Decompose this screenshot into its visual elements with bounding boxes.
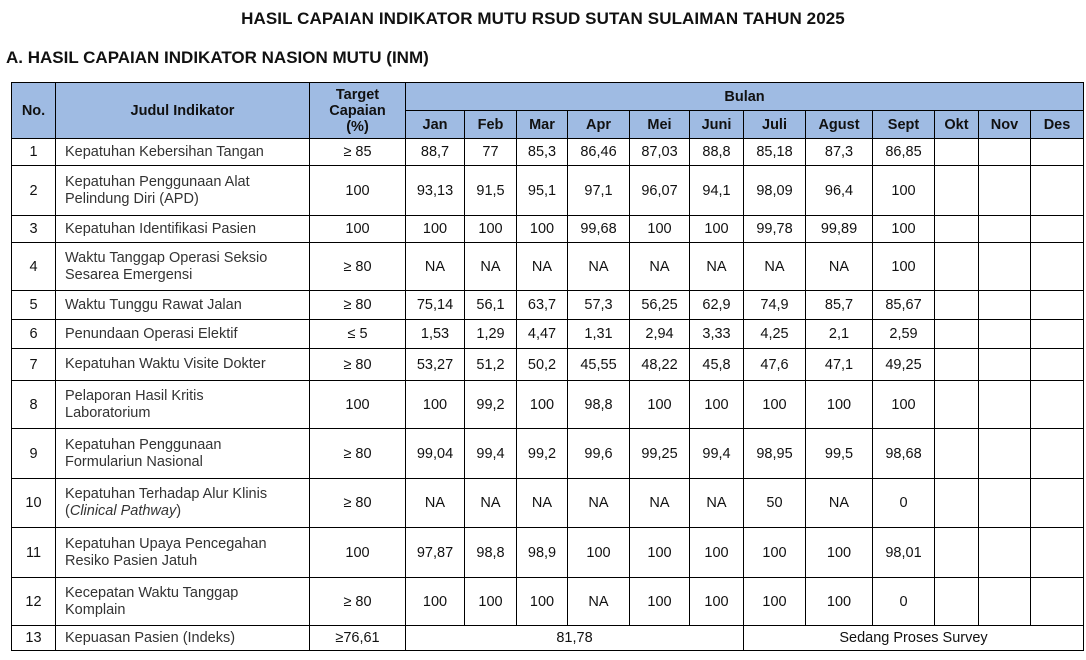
header-month: Apr (568, 111, 630, 139)
month-value: 1,29 (465, 320, 517, 349)
month-value (979, 429, 1031, 479)
month-value (979, 381, 1031, 429)
table-row (12, 166, 1084, 216)
header-month: Des (1031, 111, 1084, 139)
month-value: 99,25 (630, 429, 690, 479)
month-value: 100 (406, 578, 465, 626)
month-value: NA (465, 243, 517, 291)
month-value: 100 (406, 216, 465, 243)
month-value: NA (406, 243, 465, 291)
indicator-name (56, 166, 310, 216)
month-value (935, 381, 979, 429)
month-value (1031, 479, 1084, 528)
survey-status: Sedang Proses Survey (744, 626, 1084, 651)
header-judul-indikator: Judul Indikator (56, 83, 310, 139)
month-value: NA (568, 243, 630, 291)
month-value (979, 528, 1031, 578)
month-value (1031, 139, 1084, 166)
month-value: 98,09 (744, 166, 806, 216)
month-value: 93,13 (406, 166, 465, 216)
month-value (1031, 349, 1084, 381)
month-value: 85,7 (806, 291, 873, 320)
month-value: 4,47 (517, 320, 568, 349)
indicator-name-line: Waktu Tunggu Rawat Jalan (65, 296, 242, 313)
indicator-name (56, 320, 310, 349)
month-value: 56,25 (630, 291, 690, 320)
row-number: 3 (12, 216, 56, 243)
row-number: 4 (12, 243, 56, 291)
indicator-name-line: Resiko Pasien Jatuh (65, 552, 198, 569)
section-heading: A. HASIL CAPAIAN INDIKATOR NASION MUTU (INM) (6, 48, 429, 67)
month-value (979, 243, 1031, 291)
row-number: 2 (12, 166, 56, 216)
indicator-name-line: Kepatuhan Penggunaan (65, 436, 222, 453)
target-value: ≥ 80 (310, 429, 406, 479)
month-value (935, 139, 979, 166)
table-row (12, 479, 1084, 528)
month-value: 98,8 (568, 381, 630, 429)
month-value: 100 (806, 528, 873, 578)
month-value (1031, 243, 1084, 291)
indicator-name-line: Laboratorium (65, 404, 151, 421)
indicator-name-line: Penundaan Operasi Elektif (65, 325, 238, 342)
month-value (935, 243, 979, 291)
month-value (935, 429, 979, 479)
month-value: 100 (465, 216, 517, 243)
month-value: 100 (806, 381, 873, 429)
month-value: 91,5 (465, 166, 517, 216)
month-value: 96,07 (630, 166, 690, 216)
indicator-name-line: Kecepatan Waktu Tanggap (65, 584, 239, 601)
indicator-name (56, 349, 310, 381)
month-value: 88,7 (406, 139, 465, 166)
month-value: 100 (690, 578, 744, 626)
header-month: Sept (873, 111, 935, 139)
month-value: 100 (744, 528, 806, 578)
month-value: 1,31 (568, 320, 630, 349)
header-month: Mei (630, 111, 690, 139)
table-body (12, 139, 1084, 651)
indicator-name (56, 243, 310, 291)
table-row (12, 381, 1084, 429)
month-value: NA (517, 243, 568, 291)
month-value: 96,4 (806, 166, 873, 216)
table-row (12, 320, 1084, 349)
month-value: 99,4 (465, 429, 517, 479)
month-value: 97,1 (568, 166, 630, 216)
month-value: 100 (517, 381, 568, 429)
month-value: 2,59 (873, 320, 935, 349)
month-value: 47,1 (806, 349, 873, 381)
month-value: NA (568, 479, 630, 528)
month-value (935, 349, 979, 381)
target-value: ≥76,61 (310, 626, 406, 651)
row-number: 1 (12, 139, 56, 166)
month-value (979, 578, 1031, 626)
merged-value: 81,78 (406, 626, 744, 651)
month-value: 63,7 (517, 291, 568, 320)
target-value: 100 (310, 166, 406, 216)
month-value: 57,3 (568, 291, 630, 320)
month-value (935, 528, 979, 578)
indicator-name (56, 216, 310, 243)
indicator-name-line: Formulariun Nasional (65, 453, 203, 470)
month-value: 47,6 (744, 349, 806, 381)
indicator-name-line: Kepatuhan Penggunaan Alat (65, 173, 250, 190)
month-value: NA (568, 578, 630, 626)
month-value: 98,8 (465, 528, 517, 578)
month-value: 50 (744, 479, 806, 528)
month-value (1031, 528, 1084, 578)
month-value (979, 349, 1031, 381)
month-value: 45,8 (690, 349, 744, 381)
month-value: 45,55 (568, 349, 630, 381)
target-value: 100 (310, 528, 406, 578)
header-month: Okt (935, 111, 979, 139)
row-number: 10 (12, 479, 56, 528)
table-row (12, 578, 1084, 626)
month-value: NA (517, 479, 568, 528)
month-value: 85,18 (744, 139, 806, 166)
indicator-name-line: Pelaporan Hasil Kritis (65, 387, 204, 404)
month-value (935, 166, 979, 216)
month-value: 100 (630, 216, 690, 243)
month-value: 56,1 (465, 291, 517, 320)
month-value: 85,67 (873, 291, 935, 320)
month-value: 100 (690, 216, 744, 243)
month-value: NA (465, 479, 517, 528)
month-value (935, 479, 979, 528)
month-value (935, 291, 979, 320)
month-value: 100 (517, 578, 568, 626)
month-value: 0 (873, 479, 935, 528)
page-title: HASIL CAPAIAN INDIKATOR MUTU RSUD SUTAN SULAIMAN TAHUN 2025 (241, 9, 845, 28)
month-value: 75,14 (406, 291, 465, 320)
indicator-name-line: Waktu Tanggap Operasi Seksio (65, 249, 268, 266)
month-value: 98,95 (744, 429, 806, 479)
month-value: 100 (517, 216, 568, 243)
target-value: ≥ 80 (310, 243, 406, 291)
month-value: 50,2 (517, 349, 568, 381)
header-month: Juni (690, 111, 744, 139)
header-month: Juli (744, 111, 806, 139)
target-value: ≤ 5 (310, 320, 406, 349)
month-value: 4,25 (744, 320, 806, 349)
row-number: 6 (12, 320, 56, 349)
header-target-capaian: Target Capaian (%) (310, 83, 406, 139)
indicator-name-line: Kepatuhan Upaya Pencegahan (65, 535, 267, 552)
month-value: 87,03 (630, 139, 690, 166)
month-value: 99,5 (806, 429, 873, 479)
target-value: 100 (310, 216, 406, 243)
month-value: 87,3 (806, 139, 873, 166)
table-row (12, 528, 1084, 578)
month-value: 95,1 (517, 166, 568, 216)
month-value: 86,85 (873, 139, 935, 166)
target-value: ≥ 80 (310, 349, 406, 381)
indicator-name (56, 291, 310, 320)
month-value: 100 (630, 528, 690, 578)
month-value (1031, 291, 1084, 320)
header-month: Nov (979, 111, 1031, 139)
month-value: 100 (873, 166, 935, 216)
month-value: 100 (406, 381, 465, 429)
header-month: Mar (517, 111, 568, 139)
table-row (12, 243, 1084, 291)
month-value: 48,22 (630, 349, 690, 381)
month-value: NA (806, 243, 873, 291)
table-row (12, 139, 1084, 166)
indicator-name (56, 429, 310, 479)
inm-table (11, 82, 1084, 651)
month-value: 100 (465, 578, 517, 626)
month-value: NA (630, 479, 690, 528)
indicator-name-line: Pelindung Diri (APD) (65, 190, 199, 207)
header-month: Feb (465, 111, 517, 139)
month-value: 86,46 (568, 139, 630, 166)
indicator-name (56, 578, 310, 626)
month-value (1031, 381, 1084, 429)
row-number: 12 (12, 578, 56, 626)
row-number: 13 (12, 626, 56, 651)
month-value: 100 (630, 381, 690, 429)
indicator-name-line: Kepatuhan Waktu Visite Dokter (65, 356, 266, 372)
month-value: NA (690, 243, 744, 291)
month-value: 98,9 (517, 528, 568, 578)
indicator-name (56, 528, 310, 578)
row-number: 7 (12, 349, 56, 381)
month-value (979, 320, 1031, 349)
month-value: 49,25 (873, 349, 935, 381)
month-value: 74,9 (744, 291, 806, 320)
month-value: 100 (744, 578, 806, 626)
month-value: 100 (873, 381, 935, 429)
month-value: 100 (690, 381, 744, 429)
month-value (979, 139, 1031, 166)
row-number: 9 (12, 429, 56, 479)
month-value: 98,01 (873, 528, 935, 578)
month-value (1031, 578, 1084, 626)
month-value: 0 (873, 578, 935, 626)
month-value (935, 320, 979, 349)
month-value (979, 216, 1031, 243)
indicator-name-line: Sesarea Emergensi (65, 266, 193, 283)
month-value: NA (630, 243, 690, 291)
month-value: 97,87 (406, 528, 465, 578)
month-value: 62,9 (690, 291, 744, 320)
month-value: 94,1 (690, 166, 744, 216)
month-value: NA (806, 479, 873, 528)
month-value (979, 291, 1031, 320)
target-value: ≥ 80 (310, 578, 406, 626)
header-month: Jan (406, 111, 465, 139)
target-value: 100 (310, 381, 406, 429)
target-value: ≥ 80 (310, 291, 406, 320)
month-value: 2,1 (806, 320, 873, 349)
month-value: 99,4 (690, 429, 744, 479)
indicator-name-line: Kepatuhan Identifikasi Pasien (65, 220, 257, 237)
header-month: Agust (806, 111, 873, 139)
month-value: 99,89 (806, 216, 873, 243)
indicator-name-line: Komplain (65, 601, 126, 618)
month-value: 100 (630, 578, 690, 626)
month-value (935, 578, 979, 626)
target-value: ≥ 80 (310, 479, 406, 528)
month-value: 100 (806, 578, 873, 626)
month-value: 99,68 (568, 216, 630, 243)
month-value: 100 (873, 216, 935, 243)
month-value (1031, 320, 1084, 349)
target-value: ≥ 85 (310, 139, 406, 166)
month-value: 99,2 (465, 381, 517, 429)
month-value: 88,8 (690, 139, 744, 166)
table-row (12, 349, 1084, 381)
month-value (1031, 166, 1084, 216)
month-value: 100 (744, 381, 806, 429)
month-value: NA (406, 479, 465, 528)
month-value (979, 166, 1031, 216)
indicator-name (56, 381, 310, 429)
row-number: 11 (12, 528, 56, 578)
month-value (1031, 429, 1084, 479)
month-value (1031, 216, 1084, 243)
row-number: 5 (12, 291, 56, 320)
month-value: 99,2 (517, 429, 568, 479)
month-value: NA (690, 479, 744, 528)
indicator-name (56, 139, 310, 166)
month-value: 98,68 (873, 429, 935, 479)
month-value: 99,04 (406, 429, 465, 479)
table-row-13 (12, 626, 1084, 651)
header-no: No. (12, 83, 56, 139)
month-value: 77 (465, 139, 517, 166)
row-number: 8 (12, 381, 56, 429)
month-value: 100 (690, 528, 744, 578)
month-value: 99,78 (744, 216, 806, 243)
month-value (935, 216, 979, 243)
indicator-name: Kepuasan Pasien (Indeks) (56, 626, 310, 651)
month-value (979, 479, 1031, 528)
month-value: 2,94 (630, 320, 690, 349)
table-row (12, 291, 1084, 320)
indicator-name-line: Kepatuhan Kebersihan Tangan (65, 143, 264, 160)
indicator-name-line: Kepatuhan Terhadap Alur Klinis (65, 486, 268, 502)
month-value: 100 (568, 528, 630, 578)
indicator-name-line: (Clinical Pathway) (65, 503, 182, 519)
header-bulan: Bulan (406, 83, 1084, 111)
month-value: 99,6 (568, 429, 630, 479)
table-row (12, 216, 1084, 243)
indicator-name (56, 479, 310, 528)
month-value: 1,53 (406, 320, 465, 349)
month-value: NA (744, 243, 806, 291)
month-value: 53,27 (406, 349, 465, 381)
month-value: 100 (873, 243, 935, 291)
month-value: 51,2 (465, 349, 517, 381)
month-value: 3,33 (690, 320, 744, 349)
table-row (12, 429, 1084, 479)
month-value: 85,3 (517, 139, 568, 166)
